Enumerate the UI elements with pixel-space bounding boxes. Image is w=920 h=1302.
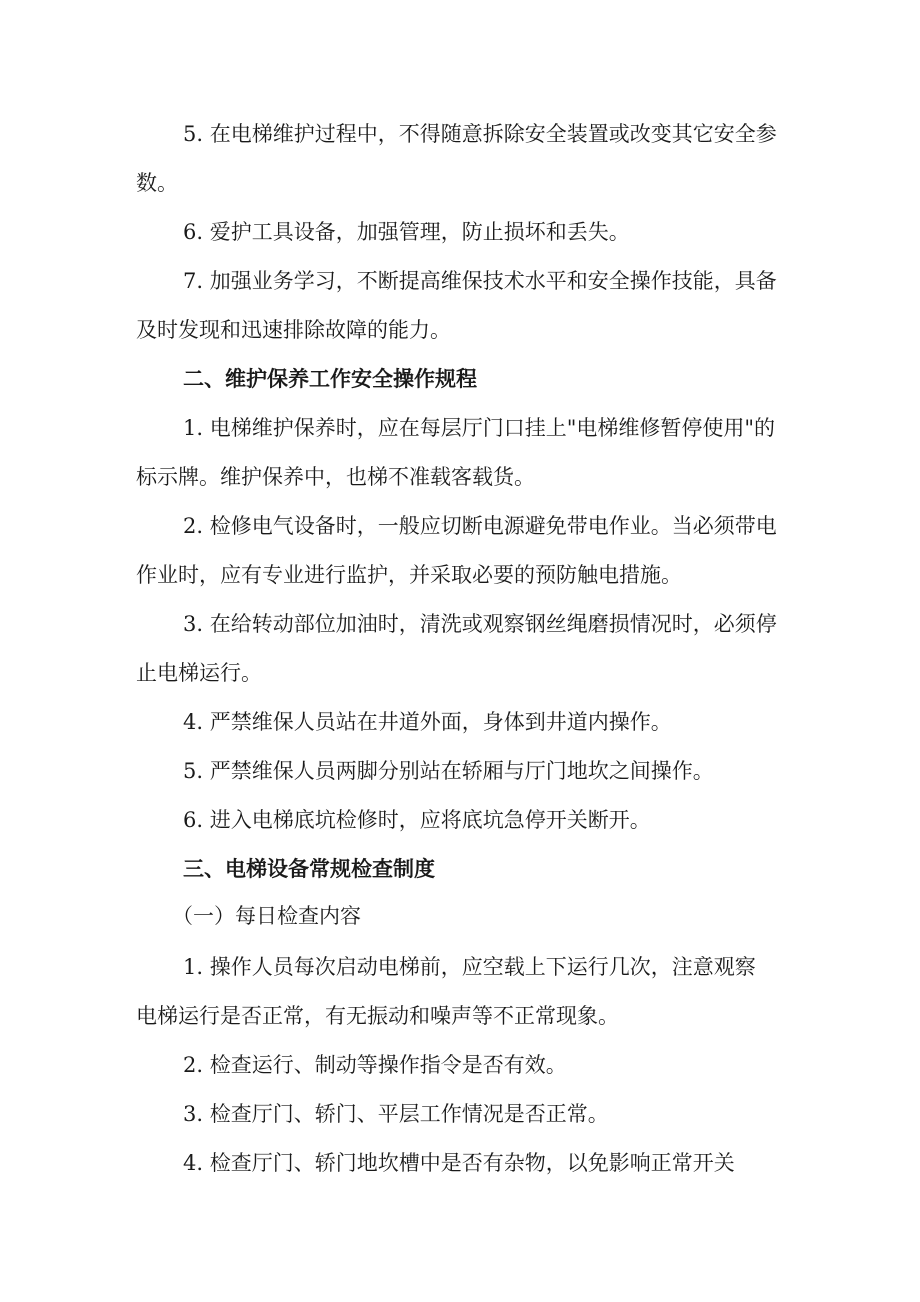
paragraph-line: 4. 严禁维保人员站在井道外面，身体到井道内操作。 bbox=[183, 710, 672, 734]
paragraph-line: 2. 检查运行、制动等操作指令是否有效。 bbox=[183, 1053, 567, 1077]
paragraph-line: 1. 操作人员每次启动电梯前，应空载上下运行几次，注意观察 bbox=[183, 955, 756, 979]
paragraph-line: 7. 加强业务学习，不断提高维保技术水平和安全操作技能，具备 bbox=[183, 269, 777, 293]
paragraph-line: 及时发现和迅速排除故障的能力。 bbox=[136, 318, 451, 342]
paragraph-line: 标示牌。维护保养中，也梯不准载客载货。 bbox=[136, 465, 535, 489]
paragraph-line: 数。 bbox=[136, 171, 178, 195]
paragraph-line: 3. 在给转动部位加油时，清洗或观察钢丝绳磨损情况时，必须停 bbox=[183, 612, 777, 636]
paragraph-line: 2. 检修电气设备时，一般应切断电源避免带电作业。当必须带电 bbox=[183, 514, 777, 538]
paragraph-line: 5. 严禁维保人员两脚分别站在轿厢与厅门地坎之间操作。 bbox=[183, 759, 714, 783]
paragraph-line: 4. 检查厅门、轿门地坎槽中是否有杂物，以免影响正常开关 bbox=[183, 1151, 735, 1175]
subsection-heading: （一）每日检查内容 bbox=[172, 904, 361, 928]
paragraph-line: 作业时，应有专业进行监护，并采取必要的预防触电措施。 bbox=[136, 563, 682, 587]
paragraph-line: 1. 电梯维护保养时，应在每层厅门口挂上"电梯维修暂停使用"的 bbox=[183, 416, 776, 440]
paragraph-line: 6. 爱护工具设备，加强管理，防止损坏和丢失。 bbox=[183, 220, 630, 244]
paragraph-line: 3. 检查厅门、轿门、平层工作情况是否正常。 bbox=[183, 1102, 609, 1126]
section-heading: 二、维护保养工作安全操作规程 bbox=[183, 366, 477, 391]
paragraph-line: 电梯运行是否正常，有无振动和噪声等不正常现象。 bbox=[136, 1004, 619, 1028]
paragraph-line: 5. 在电梯维护过程中，不得随意拆除安全装置或改变其它安全参 bbox=[183, 122, 777, 146]
paragraph-line: 止电梯运行。 bbox=[136, 661, 262, 685]
section-heading: 三、电梯设备常规检查制度 bbox=[183, 856, 435, 881]
paragraph-line: 6. 进入电梯底坑检修时，应将底坑急停开关断开。 bbox=[183, 808, 651, 832]
